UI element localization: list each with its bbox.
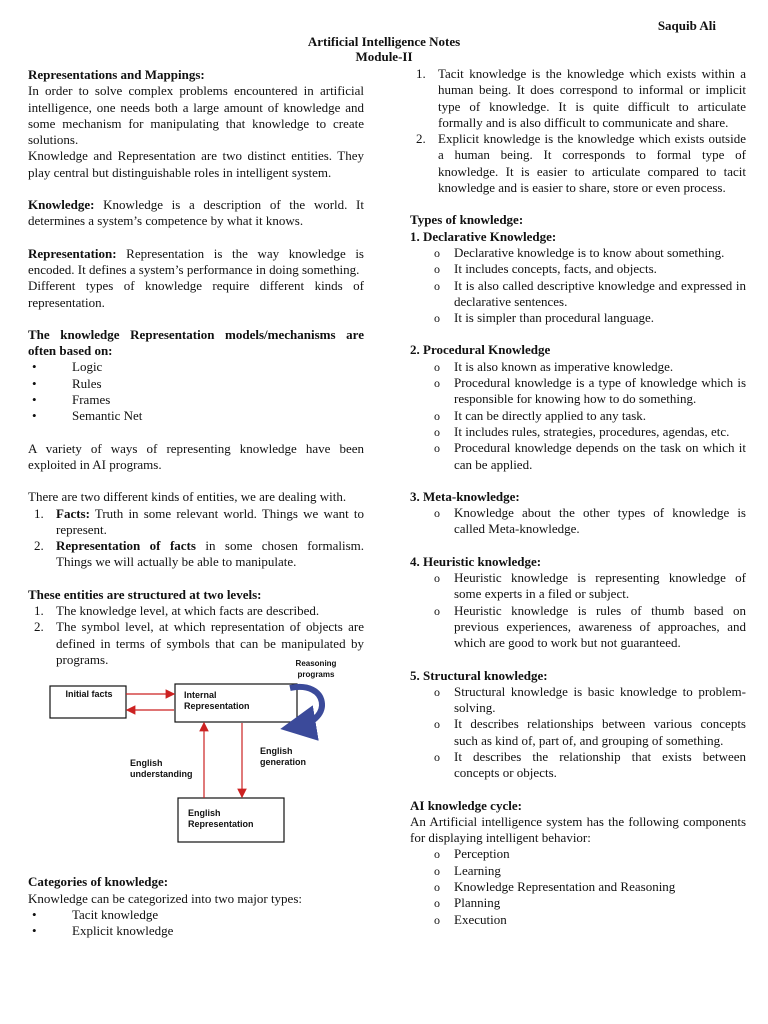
item-number: 2. <box>416 131 426 147</box>
cycle-list <box>410 846 746 927</box>
heuristic-heading: 4. Heuristic knowledge: <box>410 553 542 569</box>
item-text: Tacit knowledge is the knowledge which exists within a human being. It does correspond to informal or implicit type of knowledge. It is quite difficult to articulate formally and is also difficult to communicate and share. <box>438 66 746 130</box>
list-item: o It includes concepts, facts, and objects. <box>410 261 746 277</box>
models-heading: The knowledge Representation models/mechanisms are often based on: <box>28 326 364 359</box>
item-number: 1. <box>34 603 44 619</box>
item-label: Facts: <box>56 505 90 521</box>
page-title <box>0 34 768 64</box>
list-item: o Knowledge Representation and Reasoning <box>410 879 746 895</box>
declarative-list <box>410 245 746 326</box>
knowledge-text: Knowledge is a description of the world. It determines a system’s competence by what it knows. <box>28 197 364 229</box>
item-number: 1. <box>416 66 426 81</box>
knowledge-types-list <box>410 66 746 196</box>
cycle-heading: AI knowledge cycle: <box>410 797 522 813</box>
list-item <box>28 506 364 539</box>
heuristic-list <box>410 570 746 651</box>
module-label: Module-II <box>355 49 413 64</box>
item-text: in some chosen formalism. Things we will actually be able to manipulate. <box>56 538 364 570</box>
structural-heading: 5. Structural knowledge: <box>410 667 548 683</box>
internal-representation-label: Internal Representation <box>184 690 250 712</box>
list-item: • Rules <box>28 376 364 392</box>
list-item: o Declarative knowledge is to know about something. <box>410 245 746 261</box>
representation-label: Representation: <box>28 245 117 261</box>
english-representation-label: English Representation <box>188 808 254 830</box>
list-item: o Procedural knowledge depends on the task on which it can be applied. <box>410 440 746 473</box>
cycle-intro: An Artificial intelligence system has the following components for displaying intelligent behavior: <box>410 813 746 846</box>
rep-paragraph-3: Different types of knowledge require different kinds of representation. <box>28 278 364 310</box>
rep-paragraph-2: Knowledge and Representation are two distinct entities. They play central but distinguishable roles in intelligent system. <box>28 148 364 180</box>
levels-heading: These entities are structured at two levels: <box>28 586 262 602</box>
representation-diagram <box>28 659 364 874</box>
item-text: Truth in some relevant world. Things we want to represent. <box>56 505 364 537</box>
item-number: 2. <box>34 619 44 635</box>
list-item: o Knowledge about the other types of knowledge is called Meta-knowledge. <box>410 505 746 538</box>
categories-intro: Knowledge can be categorized into two major types: <box>28 890 302 906</box>
list-item: • Explicit knowledge <box>28 923 364 939</box>
english-generation-label: English generation <box>260 746 307 768</box>
entities-list <box>28 506 364 571</box>
list-item: o It can be directly applied to any task. <box>410 408 746 424</box>
categories-list <box>28 907 364 940</box>
meta-heading: 3. Meta-knowledge: <box>410 488 520 504</box>
entities-intro: There are two different kinds of entities, we are dealing with. <box>28 489 347 505</box>
categories-heading: Categories of knowledge: <box>28 874 169 890</box>
procedural-heading: 2. Procedural Knowledge <box>410 342 551 358</box>
list-item: • Logic <box>28 359 364 375</box>
structural-list <box>410 684 746 782</box>
list-item: o It is also called descriptive knowledge and expressed in declarative sentences. <box>410 278 746 311</box>
list-item <box>28 603 364 619</box>
item-text: The symbol level, at which representation of objects are defined in terms of symbols that can be manipulated by programs. <box>56 619 364 667</box>
initial-facts-label: Initial facts <box>65 689 113 700</box>
document-title: Artificial Intelligence Notes <box>307 34 461 49</box>
list-item: o Heuristic knowledge is rules of thumb based on previous experiences, awareness of approaches, and which are good to work but not guaranteed. <box>410 603 746 652</box>
list-item: o It describes relationships between various concepts such as kind of, part of, and grouping of something. <box>410 716 746 749</box>
list-item: o Structural knowledge is basic knowledge to problem-solving. <box>410 684 746 717</box>
author-name: Saquib Ali <box>657 18 716 33</box>
list-item: o Planning <box>410 895 746 911</box>
models-list <box>28 359 364 424</box>
list-item: o Execution <box>410 912 746 928</box>
list-item: o It is also known as imperative knowledge. <box>410 359 746 375</box>
meta-list <box>410 505 746 538</box>
list-item: • Tacit knowledge <box>28 907 364 923</box>
types-heading: Types of knowledge: <box>410 212 524 228</box>
procedural-list <box>410 359 746 473</box>
reasoning-programs-label: Reasoning programs <box>295 659 337 680</box>
declarative-heading: 1. Declarative Knowledge: <box>410 228 557 244</box>
representation-definition <box>28 246 364 279</box>
rep-paragraph-1: In order to solve complex problems encountered in artificial intelligence, one needs both a large amount of knowledge and some mechanism for manipulating that knowledge to create solutions. <box>28 83 364 148</box>
item-text: Explicit knowledge is the knowledge which exists outside a human being. It corresponds to formal type of knowledge. It is easier to articulate compared to tacit knowledge and is easier to share, store or even process. <box>438 131 746 196</box>
right-column <box>410 67 746 928</box>
list-item: • Semantic Net <box>28 408 364 424</box>
list-item <box>410 66 746 131</box>
list-item <box>410 131 746 196</box>
list-item: o It is simpler than procedural language. <box>410 310 746 326</box>
list-item: • Frames <box>28 392 364 408</box>
list-item: o Learning <box>410 863 746 879</box>
knowledge-label: Knowledge: <box>28 197 95 213</box>
list-item: o It includes rules, strategies, procedures, agendas, etc. <box>410 424 746 440</box>
list-item: o Heuristic knowledge is representing knowledge of some experts in a filed or subject. <box>410 570 746 603</box>
item-text: The knowledge level, at which facts are described. <box>56 603 320 619</box>
list-item: o It describes the relationship that exists between concepts or objects. <box>410 749 746 782</box>
list-item: o Procedural knowledge is a type of knowledge which is responsible for knowing how to do something. <box>410 375 746 408</box>
knowledge-definition <box>28 197 364 230</box>
list-item: o Perception <box>410 846 746 862</box>
item-number: 2. <box>34 538 44 554</box>
variety-paragraph: A variety of ways of representing knowledge have been exploited in AI programs. <box>28 440 364 472</box>
item-label: Representation of facts <box>56 538 196 554</box>
rep-heading: Representations and Mappings: <box>28 67 205 82</box>
english-understanding-label: English understanding <box>130 758 193 780</box>
item-number: 1. <box>34 505 44 521</box>
left-column <box>28 67 364 939</box>
list-item <box>28 538 364 571</box>
representation-text: Representation is the way knowledge is encoded. It defines a system’s performance in doing something. <box>28 245 364 277</box>
